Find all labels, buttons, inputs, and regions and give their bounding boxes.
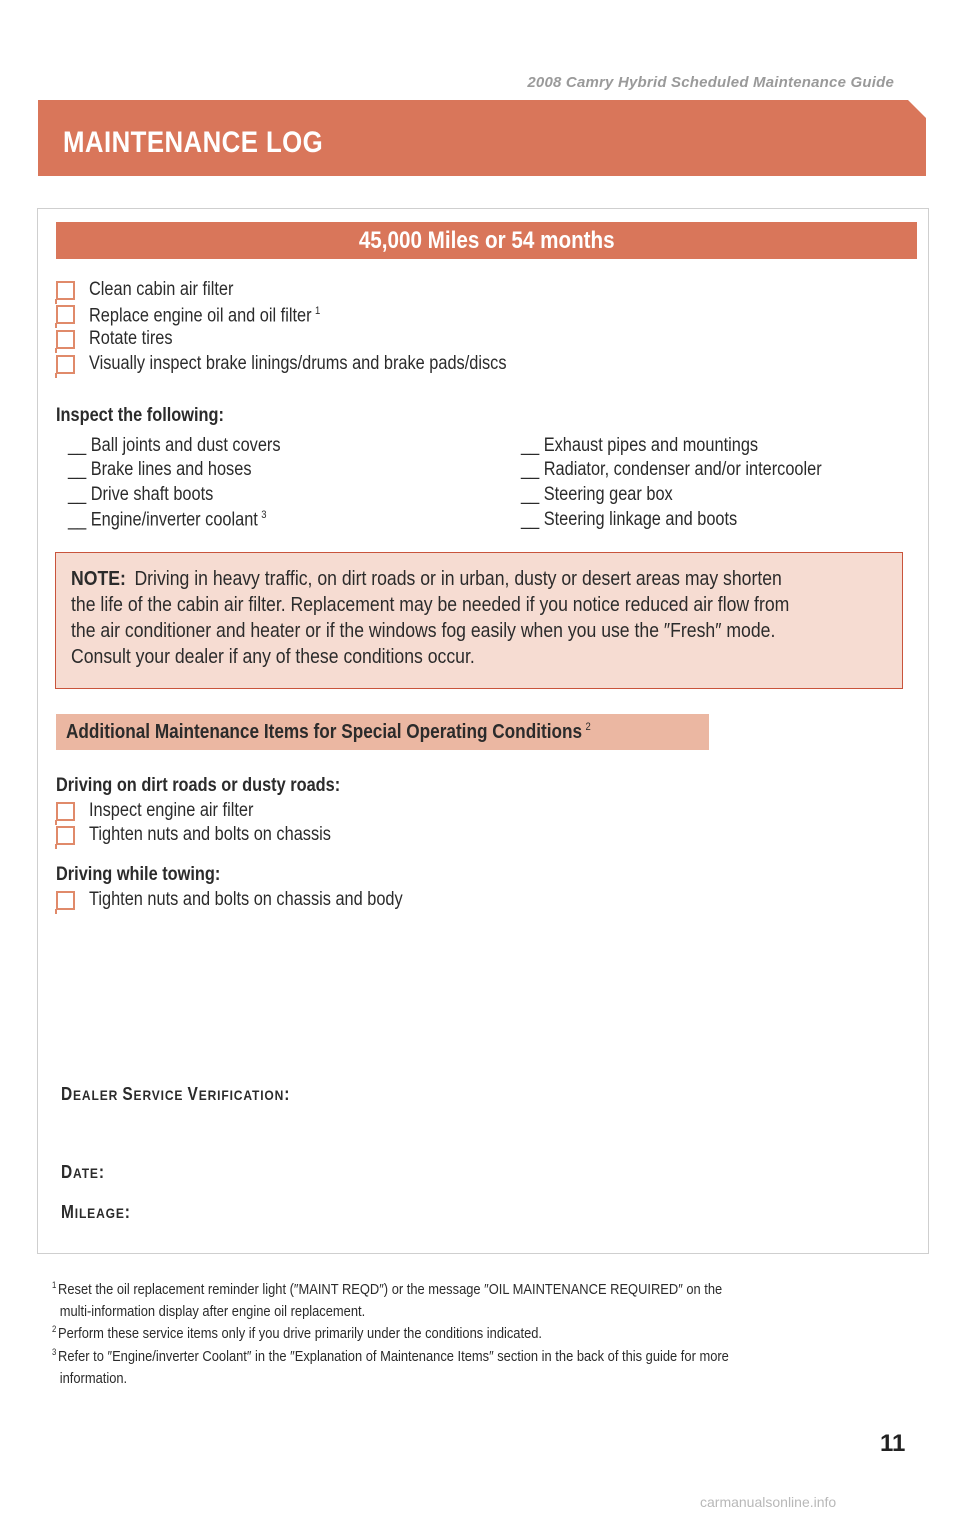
note-text <box>71 566 862 670</box>
checklist-label: Inspect engine air filter <box>89 800 254 821</box>
checklist-item[interactable] <box>56 800 280 822</box>
inspect-item: __ Ball joints and dust covers <box>68 435 281 456</box>
note-line: Driving in heavy traffic, on dirt roads or in urban, dusty or desert areas may shorten <box>134 567 782 590</box>
checklist-label: Tighten nuts and bolts on chassis and body <box>89 889 403 910</box>
checkbox-icon[interactable] <box>56 802 75 821</box>
checklist-item[interactable] <box>56 824 370 846</box>
inspect-item: __ Radiator, condenser and/or intercooler <box>521 459 822 480</box>
checklist-label: Replace engine oil and oil filter <box>89 305 312 327</box>
checklist-label: Clean cabin air filter <box>89 279 234 300</box>
checklist-label: Rotate tires <box>89 328 173 349</box>
mileage-label: MILEAGE: <box>61 1202 131 1222</box>
banner-notch <box>908 100 926 118</box>
note-label: NOTE: <box>71 567 126 590</box>
note-line: the life of the cabin air filter. Replacement may be needed if you notice reduced air flow from <box>71 593 790 616</box>
inspect-item: __ Drive shaft boots <box>68 484 214 505</box>
dusty-heading: Driving on dirt roads or dusty roads: <box>56 775 341 796</box>
interval-header <box>56 222 917 259</box>
interval-label: 45,000 Miles or 54 months <box>358 227 615 254</box>
inspect-item: __ Steering linkage and boots <box>521 509 738 530</box>
date-label: DATE: <box>61 1162 105 1182</box>
inspect-heading: Inspect the following: <box>56 405 224 426</box>
checkbox-icon[interactable] <box>56 826 75 845</box>
checklist-item[interactable] <box>56 889 454 911</box>
footnote: $^1$ Reset the oil replacement reminder light (″MAINT REQD″) or the message ″OIL MAINTENANCE REQUIRED″ on the multi-information display after engine oil replacement. <box>52 1280 723 1320</box>
footnote: $^3$ Refer to ″Engine/inverter Coolant″ in the ″Explanation of Maintenance Items″ section in the back of this guide for more information. <box>52 1347 729 1387</box>
additional-title: Additional Maintenance Items for Special Operating Conditions <box>66 721 583 743</box>
note-line: the air conditioner and heater or if the windows fog easily when you use the ″Fresh″ mode. <box>71 619 776 642</box>
checklist-item[interactable] <box>56 328 186 350</box>
checkbox-icon[interactable] <box>56 305 75 324</box>
towing-heading: Driving while towing: <box>56 864 221 885</box>
footnote-ref: 3 <box>261 509 267 521</box>
dealer-verification-label: DEALER SERVICE VERIFICATION: <box>61 1084 291 1104</box>
checklist-item[interactable] <box>56 279 257 301</box>
watermark: carmanualsonline.info <box>700 1494 837 1510</box>
checkbox-icon[interactable] <box>56 891 75 910</box>
checkbox-icon[interactable] <box>56 355 75 374</box>
checkbox-icon[interactable] <box>56 330 75 349</box>
guide-title: 2008 Camry Hybrid Scheduled Maintenance Guide <box>527 74 894 91</box>
note-line: Consult your dealer if any of these conditions occur. <box>71 645 475 668</box>
checkbox-icon[interactable] <box>56 281 75 300</box>
footnote-ref: 2 <box>585 721 591 734</box>
inspect-item: __ Engine/inverter coolant <box>68 509 258 531</box>
inspect-item: __ Brake lines and hoses <box>68 459 252 480</box>
checklist-label: Tighten nuts and bolts on chassis <box>89 824 331 845</box>
checklist-label: Visually inspect brake linings/drums and brake pads/discs <box>89 353 507 374</box>
checklist-item[interactable] <box>56 353 574 375</box>
inspect-item: __ Steering gear box <box>521 484 673 505</box>
inspect-item: __ Exhaust pipes and mountings <box>521 435 759 456</box>
footnote: $^2$ Perform these service items only if you drive primarily under the conditions indicated. <box>52 1324 542 1342</box>
page-number: 11 <box>880 1430 906 1457</box>
footnote-ref: 1 <box>314 305 321 318</box>
section-title: MAINTENANCE LOG <box>63 126 324 159</box>
checklist-item[interactable] <box>56 303 358 325</box>
